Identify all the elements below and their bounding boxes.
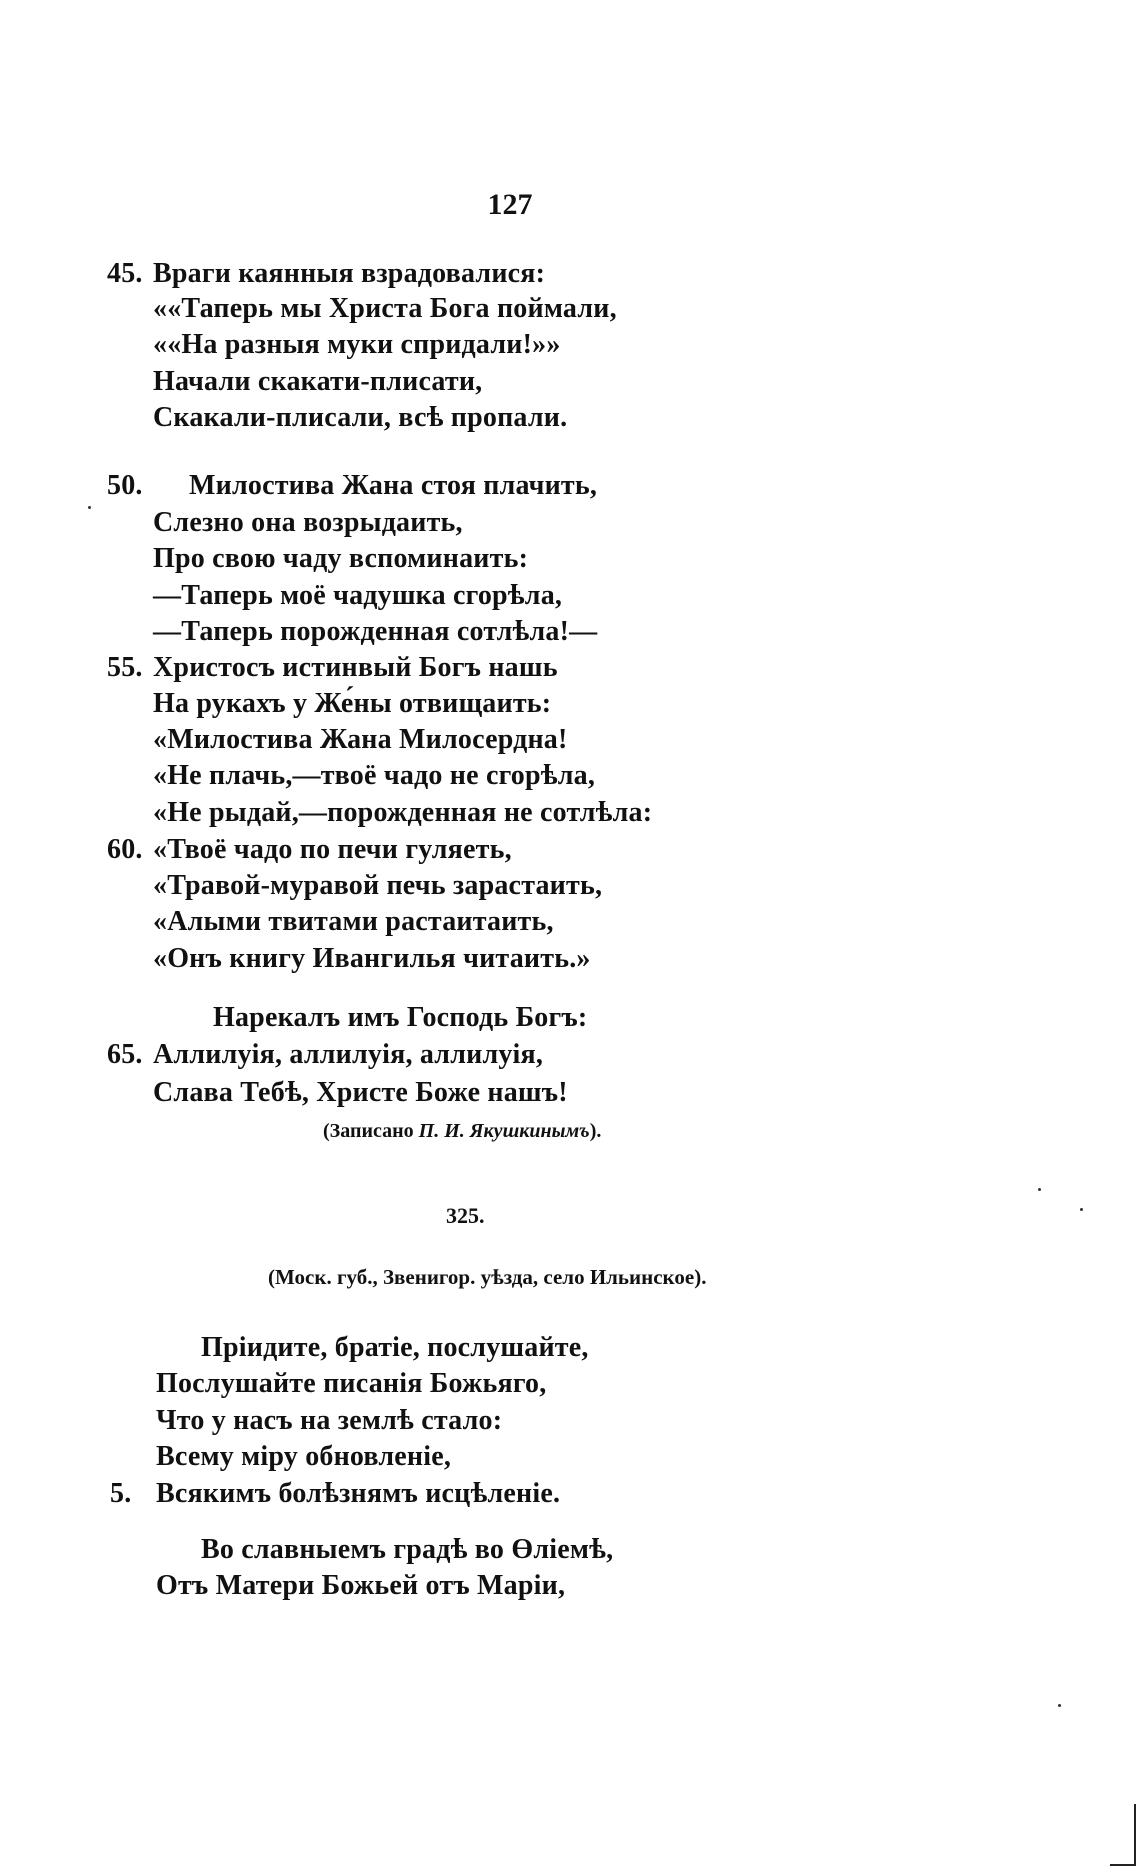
- verse-text: Отъ Матери Божьей отъ Маріи,: [156, 1570, 566, 1601]
- verse-line: [107, 329, 561, 361]
- verse-line: [107, 507, 463, 539]
- verse-line: [107, 293, 617, 325]
- verse-line: [107, 1002, 587, 1034]
- verse-line: [107, 470, 597, 502]
- verse-text: «Не плачь,—твоё чадо не сгорѣла,: [153, 760, 596, 791]
- verse-number: 50.: [107, 470, 143, 501]
- ink-speck: [88, 506, 91, 509]
- verse-text: Начали скакати-плисати,: [153, 366, 483, 397]
- verse-line: [110, 1368, 546, 1400]
- song-number: 325.: [446, 1203, 485, 1228]
- verse-line: [110, 1534, 613, 1566]
- verse-text: —Таперь порожденная сотлѣла!—: [153, 616, 598, 647]
- verse-line: [110, 1478, 560, 1510]
- verse-text: «Алыми твитами растаитаить,: [153, 906, 554, 937]
- verse-text: Нарекалъ имъ Господь Богъ:: [213, 1002, 588, 1033]
- verse-number: 5.: [110, 1478, 132, 1509]
- verse-line: [107, 797, 652, 829]
- verse-line: [107, 580, 562, 612]
- verse-text: Пріидите, братіе, послушайте,: [201, 1332, 589, 1363]
- verse-number: 65.: [107, 1039, 143, 1070]
- ink-speck: [1080, 1208, 1083, 1211]
- recorded-prefix: (Записано: [323, 1120, 419, 1142]
- verse-text: —Таперь моё чадушка сгорѣла,: [153, 580, 563, 611]
- verse-text: Слезно она возрыдаить,: [153, 507, 463, 538]
- recorded-by-note: [323, 1120, 601, 1143]
- verse-line: [107, 724, 568, 756]
- verse-line: [107, 1077, 568, 1109]
- verse-text: Во славныемъ градѣ во Өліемѣ,: [201, 1534, 614, 1565]
- verse-line: [107, 543, 528, 575]
- verse-line: [107, 906, 554, 938]
- verse-line: [107, 943, 591, 975]
- verse-text: Скакали-плисали, всѣ пропали.: [153, 402, 568, 433]
- verse-text: Милостива Жана стоя плачить,: [189, 470, 598, 501]
- verse-text: Враги каянныя взрадовалися:: [153, 258, 546, 289]
- verse-text: Послушайте писанія Божьяго,: [156, 1368, 547, 1399]
- location-note: (Моск. губ., Звенигор. уѣзда, село Ильинское).: [268, 1265, 707, 1289]
- ink-speck: [1058, 1704, 1061, 1707]
- verse-text: ««Таперь мы Христа Бога поймали,: [153, 293, 617, 324]
- verse-text: Всякимъ болѣзнямъ исцѣленіе.: [156, 1478, 561, 1509]
- verse-text: «Милостива Жана Милосердна!: [153, 724, 568, 755]
- verse-line: [110, 1332, 589, 1364]
- verse-text: Всему міру обновленіе,: [156, 1441, 452, 1472]
- page-corner-mark: [1110, 1804, 1136, 1866]
- verse-text: «Онъ книгу Ивангилья читаить.»: [153, 943, 591, 974]
- ink-speck: [1038, 1188, 1041, 1191]
- verse-text: Что у насъ на землѣ стало:: [156, 1405, 503, 1436]
- verse-text: На рукахъ у Же́ны отвищаить:: [153, 688, 552, 719]
- verse-line: [107, 870, 602, 902]
- verse-text: Про свою чаду вспоминаить:: [153, 543, 529, 574]
- verse-line: [107, 258, 545, 290]
- verse-text: Христосъ истинвый Богъ нашь: [153, 652, 558, 683]
- verse-line: [110, 1441, 451, 1473]
- verse-text: «Травой-муравой печь зарастаить,: [153, 870, 603, 901]
- verse-line: [107, 834, 512, 866]
- recorder-name: П. И. Якушкинымъ: [418, 1120, 590, 1142]
- recorded-suffix: ).: [589, 1120, 602, 1142]
- verse-number: 55.: [107, 652, 143, 683]
- page-number: 127: [487, 188, 533, 221]
- verse-line: [107, 760, 595, 792]
- verse-line: [107, 366, 482, 398]
- verse-line: [110, 1570, 565, 1602]
- verse-line: [107, 1039, 543, 1071]
- verse-text: «Не рыдай,—порожденная не сотлѣла:: [153, 797, 653, 828]
- verse-number: 60.: [107, 834, 143, 865]
- verse-text: Слава Тебѣ, Христе Боже нашъ!: [153, 1077, 568, 1108]
- verse-line: [107, 688, 551, 720]
- verse-text: Аллилуія, аллилуія, аллилуія,: [153, 1039, 544, 1070]
- verse-number: 45.: [107, 258, 143, 289]
- verse-line: [107, 402, 567, 434]
- verse-text: ««На разныя муки спридали!»»: [153, 329, 561, 360]
- verse-text: «Твоё чадо по печи гуляеть,: [153, 834, 512, 865]
- verse-line: [107, 652, 558, 684]
- verse-line: [107, 616, 597, 648]
- verse-line: [110, 1405, 502, 1437]
